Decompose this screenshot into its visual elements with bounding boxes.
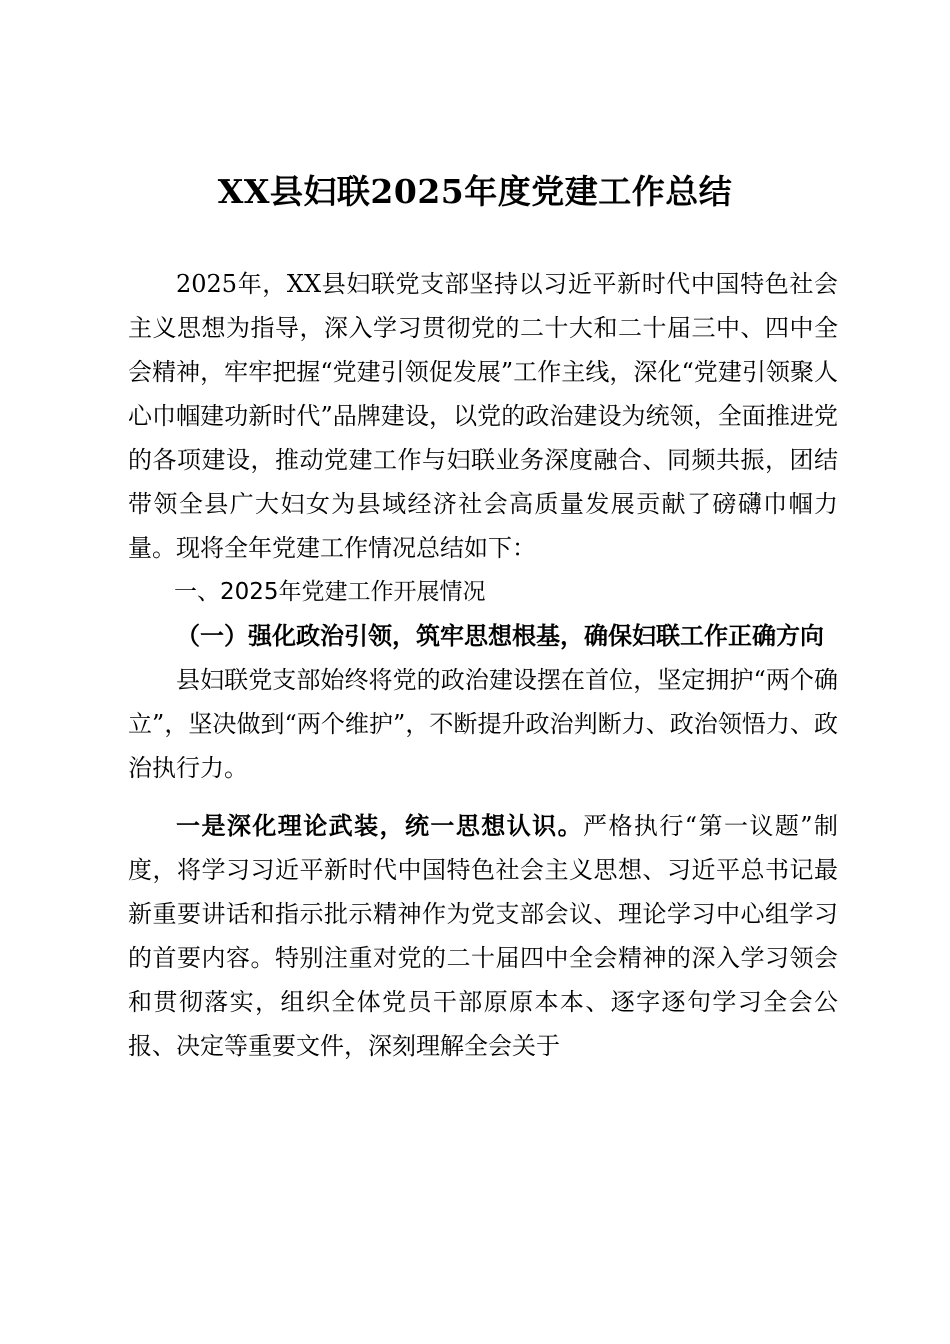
point-text: 严格执行“第一议题”制度，将学习习近平新时代中国特色社会主义思想、习近平总书记最新重要讲话和指示批示精神作为党支部会议、理论学习中心组学习的首要内容。特别注重对党的二十届四中全会精神的深入学习领会和贯彻落实，组织全体党员干部原原本本、逐字逐句学习全会公报、决定等重要文件，深刻理解全会关于 — [128, 812, 838, 1060]
subsection-paragraph: 县妇联党支部始终将党的政治建设摆在首位，坚定拥护“两个确立”，坚决做到“两个维护”，不断提升政治判断力、政治领悟力、政治执行力。 — [128, 666, 838, 782]
document-title: XX县妇联2025年度党建工作总结 — [217, 172, 733, 211]
subsection-heading: （一）强化政治引领，筑牢思想根基，确保妇联工作正确方向 — [176, 621, 824, 650]
intro-paragraph: 2025年，XX县妇联党支部坚持以习近平新时代中国特色社会主义思想为指导，深入学习贯彻党的二十大和二十届三中、四中全会精神，牢牢把握“党建引领促发展”工作主线，深化“党建引领聚人心巾帼建功新时代”品牌建设，以党的政治建设为统领，全面推进党的各项建设，推动党建工作与妇联业务深度融合、同频共振，团结带领全县广大妇女为县域经济社会高质量发展贡献了磅礴巾帼力量。现将全年党建工作情况总结如下： — [128, 270, 838, 562]
point-lead: 一是深化理论武装，统一思想认识。 — [176, 811, 584, 840]
document-body — [128, 262, 838, 1068]
section-heading: 一、2025年党建工作开展情况 — [174, 579, 486, 605]
point-paragraph — [128, 804, 838, 1068]
